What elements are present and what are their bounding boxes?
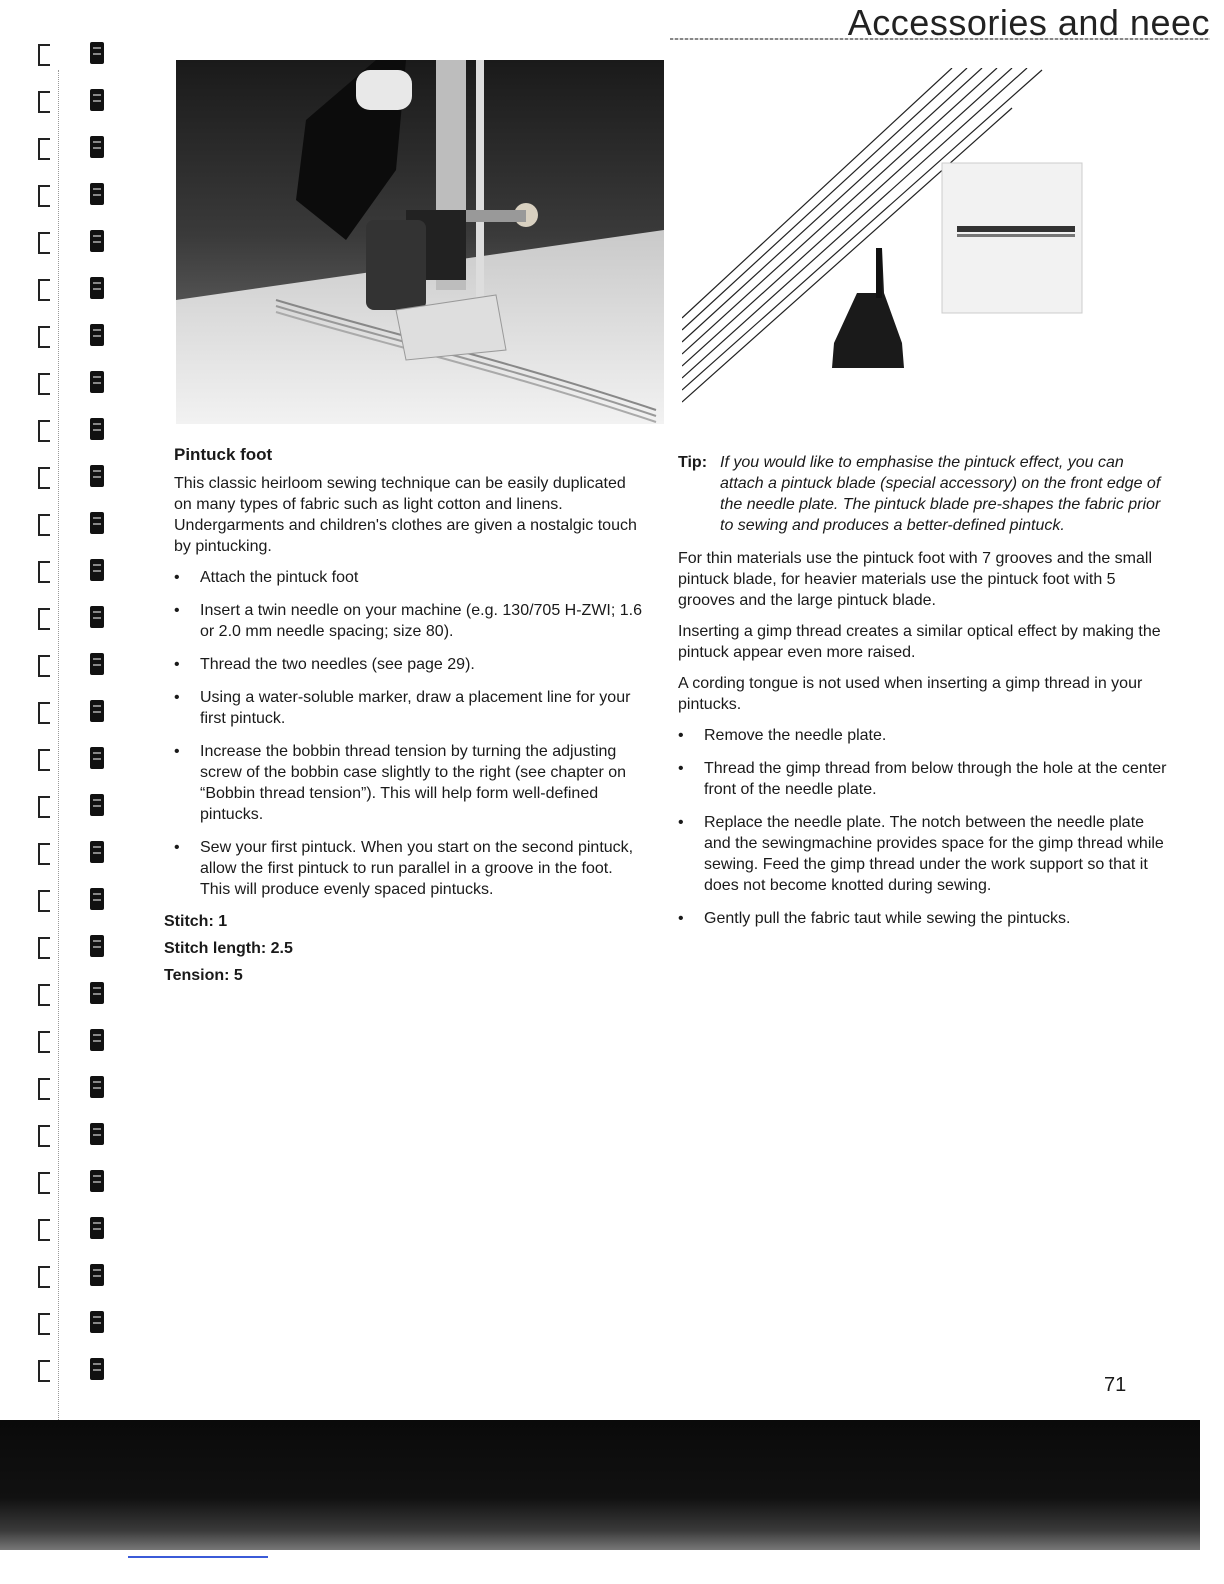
list-item: • Gently pull the fabric taut while sewing the pintucks. [678,908,1168,929]
spiral-ring [18,604,98,634]
right-column [678,452,1168,941]
paragraph: A cording tongue is not used when inserting a gimp thread in your pintucks. [678,675,1143,713]
section-heading: Pintuck foot [174,445,273,464]
spiral-ring [18,1168,98,1198]
list-item: • Using a water-soluble marker, draw a placement line for your first pintuck. [174,687,644,729]
spiral-ring [18,933,98,963]
spiral-ring [18,228,98,258]
left-column [174,444,644,912]
paragraph: Inserting a gimp thread creates a similar optical effect by making the pintuck appear even more raised. [678,623,1161,661]
spiral-ring [18,1309,98,1339]
spiral-ring [18,1121,98,1151]
stitch-value: Stitch: 1 [164,913,228,930]
spiral-ring [18,510,98,540]
instruction-list [174,567,644,900]
spiral-ring [18,275,98,305]
spiral-ring [18,1356,98,1386]
spiral-binding [18,40,98,1420]
spiral-ring [18,745,98,775]
page-number: 71 [1104,1374,1127,1396]
list-item: • Remove the needle plate. [678,725,1168,746]
list-item: • Increase the bobbin thread tension by turning the adjusting screw of the bobbin case slightly to the right (see chapter on “Bobbin thread tension”). This will help form well-defined pintucks. [174,741,644,825]
spiral-ring [18,181,98,211]
spiral-ring [18,792,98,822]
list-item: • Thread the gimp thread from below through the hole at the center front of the needle plate. [678,758,1168,800]
paragraph: For thin materials use the pintuck foot with 7 grooves and the small pintuck blade, for heavier materials use the pintuck foot with 5 grooves and the large pintuck blade. [678,550,1153,609]
list-item: • Insert a twin needle on your machine (e.g. 130/705 H-ZWI; 1.6 or 2.0 mm needle spacing; size 80). [174,600,644,642]
pintuck-foot-photo [176,60,664,424]
spiral-ring [18,1262,98,1292]
spiral-ring [18,698,98,728]
spiral-ring [18,886,98,916]
spiral-ring [18,557,98,587]
spiral-ring [18,369,98,399]
pintuck-blade-illustration [682,68,1094,412]
scan-artifact-line [128,1556,268,1558]
spiral-ring [18,87,98,117]
spiral-ring [18,40,98,70]
intro-paragraph: This classic heirloom sewing technique can be easily duplicated on many types of fabric such as light cotton and linens. Undergarments and children's clothes are given a nostalgic touch by pintucking. [174,475,637,555]
spiral-ring [18,1074,98,1104]
list-item: • Sew your first pintuck. When you start on the second pintuck, allow the first pintuck to run parallel in a groove in the foot. This will produce evenly spaced pintucks. [174,837,644,900]
spiral-ring [18,980,98,1010]
spiral-ring [18,839,98,869]
gimp-instruction-list [678,725,1168,929]
spiral-ring [18,651,98,681]
tip-label: Tip: [678,454,708,471]
tension-value: Tension: 5 [164,967,243,984]
spiral-ring [18,416,98,446]
spiral-ring [18,322,98,352]
list-item: • Attach the pintuck foot [174,567,644,588]
list-item: • Thread the two needles (see page 29). [174,654,644,675]
spiral-ring [18,463,98,493]
scan-shadow-bar [0,1420,1200,1550]
spiral-ring [18,1215,98,1245]
list-item: • Replace the needle plate. The notch between the needle plate and the sewingmachine provides space for the gimp thread while sewing. Feed the gimp thread under the work support so that it does not become knotted during sewing. [678,812,1168,896]
stitch-specs [164,908,293,989]
tip-box [678,452,1168,536]
spiral-ring [18,1027,98,1057]
spiral-ring [18,134,98,164]
page-header-title: Accessories and neec [847,2,1210,42]
tip-text: If you would like to emphasise the pintuck effect, you can attach a pintuck blade (special accessory) on the front edge of the needle plate. The pintuck blade pre-shapes the fabric prior to sewing and produces a better-defined pintuck. [720,454,1161,534]
stitch-length-value: Stitch length: 2.5 [164,940,293,957]
